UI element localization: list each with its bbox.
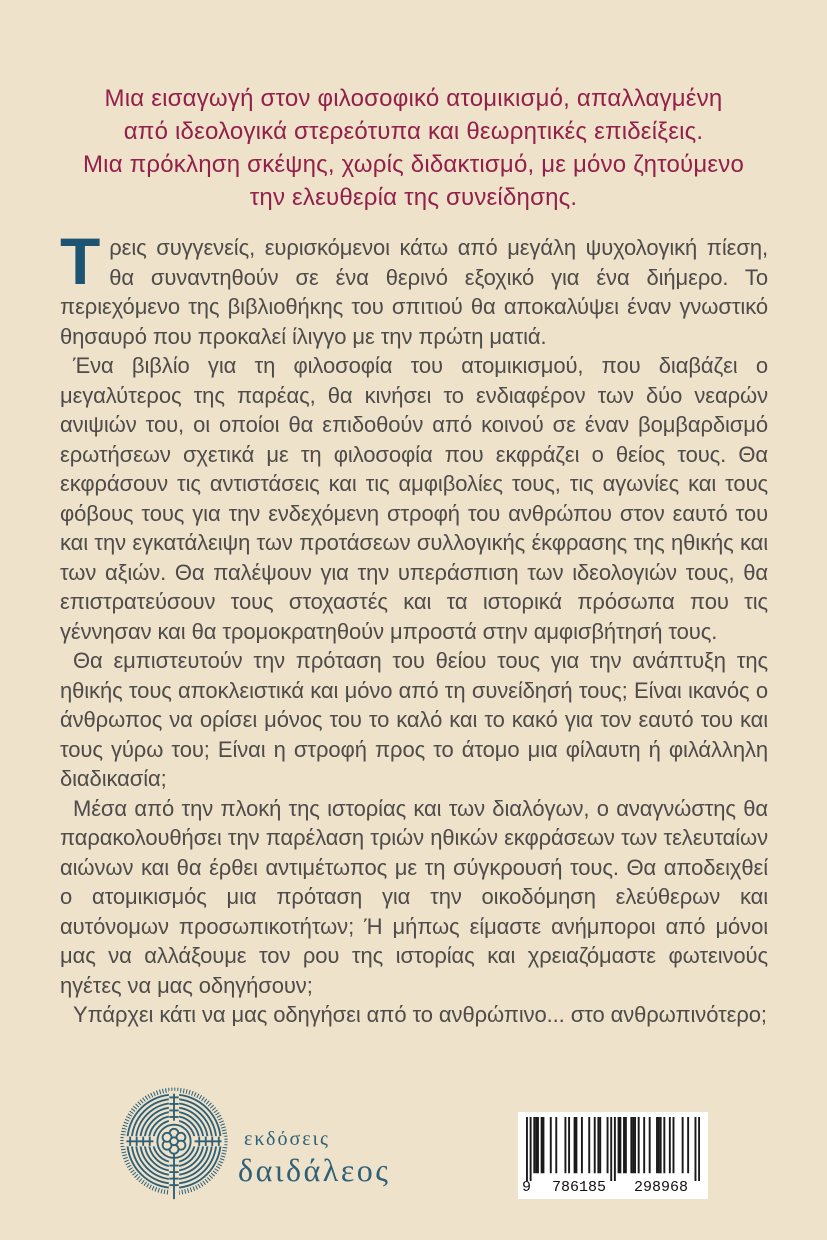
paragraph: Ένα βιβλίο για τη φιλοσοφία του ατομικισμού, που διαβάζει ο μεγαλύτερος της παρέας, θα κινήσει το ενδιαφέρον των δύο νεαρών ανιψιών του, οι οποίοι θα επιδοθούν από κοινού σε έναν βομβαρδισμό ερωτήσεων σχετικά με τη φιλοσοφία που εκφράζει ο θείος τους. Θα εκφράσουν τις αντιστάσεις και τις αμφιβολίες τους, τις αγωνίες και τους φόβους τους για την ενδεχόμενη στροφή του ανθρώπου στον εαυτό του και την εγκατάλειψη των προτάσεων συλλογικής έκφρασης της ηθικής και των αξιών. Θα παλέψουν για την υπεράσπιση των ιδεολογιών τους, θα επιστρατεύσουν τους στοχαστές και τα ιστορικά πρόσωπα που τις γέννησαν και θα τρομοκρατηθούν μπροστά στην αμφισβήτησή τους. <box>60 353 768 644</box>
isbn-digit-group: 786185 <box>551 1179 606 1196</box>
intro-line: Μια πρόκληση σκέψης, χωρίς διδακτισμό, με μόνο ζητούμενο <box>82 151 745 178</box>
synopsis-text <box>60 224 768 1030</box>
paragraph: Μέσα από την πλοκή της ιστορίας και των διαλόγων, ο αναγνώστης θα παρακολουθήσει την παρέλαση τριών ηθικών εκφράσεων των τελευταίων αιώνων και θα έρθει αντιμέτωπος με τη σύγκρουσή τους. Θα αποδειχθεί ο ατομικισμός μια πρόταση για την οικοδόμηση ελεύθερων και αυτόνομων προσωπικοτήτων; Ή μήπως είμαστε ανήμποροι από μόνοι μας να αλλάξουμε τον ρου της ιστορίας και χρειαζόμαστε φωτεινούς ηγέτες να μας οδηγήσουν; <box>60 795 768 998</box>
paragraph <box>60 224 768 351</box>
intro-line: από ιδεολογικά στερεότυπα και θεωρητικές επιδείξεις. <box>123 118 704 145</box>
paragraph: Θα εμπιστευτούν την πρόταση του θείου τους για την ανάπτυξη της ηθικής τους αποκλειστικά και μόνο από τη συνείδησή τους; Είναι ικανός ο άνθρωπος να ορίσει μόνος του το καλό και το κακό για τον εαυτό του και τους γύρω του; Είναι η στροφή προς το άτομο μια φίλαυτη ή φιλάλληλη διαδικασία; <box>60 648 768 791</box>
intro-line: Μια εισαγωγή στον φιλοσοφικό ατομικισμό, απαλλαγμένη <box>104 85 723 112</box>
publisher-line-daidaleos: δαιδάλεος <box>238 1152 391 1188</box>
publisher-line-ekdoseis: εκδόσεις <box>244 1128 330 1150</box>
barcode-bars <box>526 1117 700 1181</box>
barcode-digits <box>522 1179 702 1196</box>
drop-cap: Τ <box>60 224 101 298</box>
paragraph-text: ρεις συγγενείς, ευρισκόμενοι κάτω από μεγάλη ψυχολογική πίεση, θα συναντηθούν σε ένα θερινό εξοχικό για ένα διήμερο. Το περιεχόμενο της βιβλιοθήκης του σπιτιού θα αποκαλύψει έναν γνωστικό θησαυρό που προκαλεί ίλιγγο με την πρώτη ματιά. <box>60 235 768 349</box>
isbn-digit-group: 298968 <box>633 1179 688 1196</box>
isbn-digit-group: 9 <box>522 1179 532 1196</box>
labyrinth-logo-icon <box>118 1085 230 1205</box>
isbn-barcode <box>518 1112 708 1199</box>
publisher-name <box>238 1128 390 1189</box>
intro-quote <box>75 82 752 214</box>
intro-line: την ελευθερία της συνείδησης. <box>249 184 578 211</box>
paragraph: Υπάρχει κάτι να μας οδηγήσει από το ανθρώπινο... στο ανθρωπινότερο; <box>73 1002 767 1027</box>
